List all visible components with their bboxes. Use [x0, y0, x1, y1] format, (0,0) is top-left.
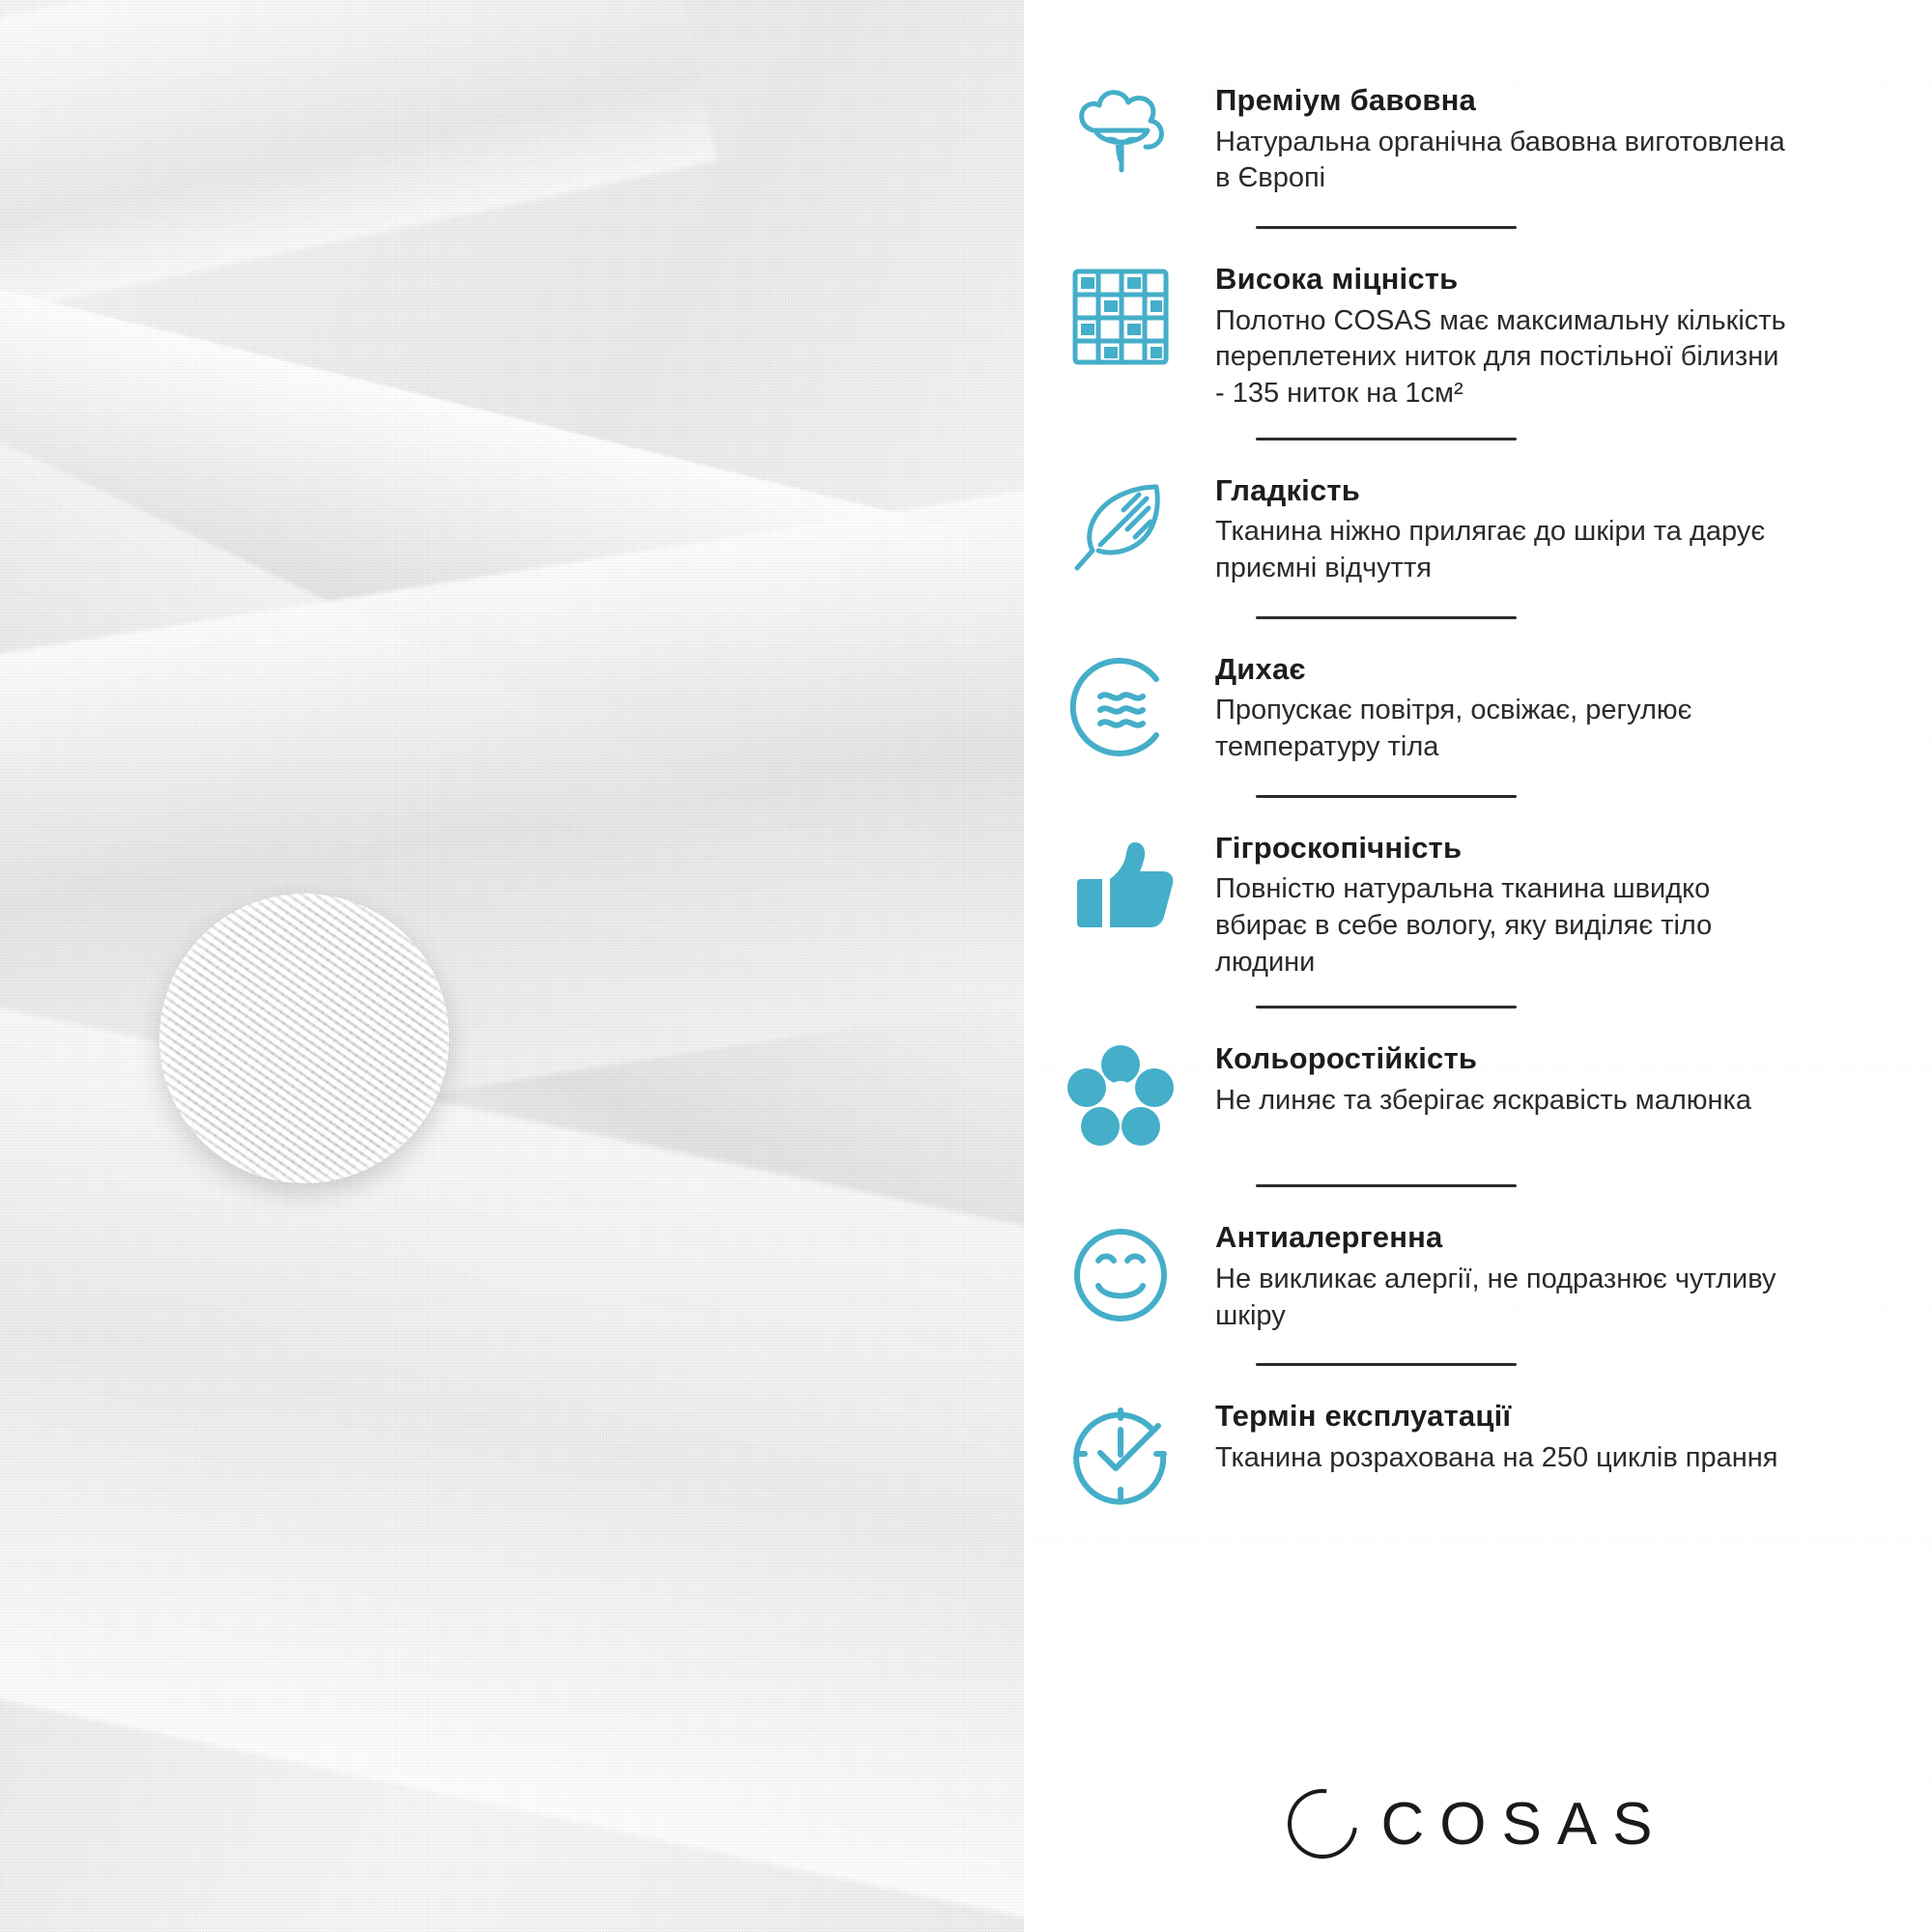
feature-title: Термін експлуатації: [1215, 1399, 1512, 1434]
feature-text: [1215, 823, 1903, 981]
feather-icon: [1053, 466, 1188, 591]
divider: [1256, 616, 1517, 619]
feature-description: Не линяє та зберігає яскравість малюнка: [1215, 1084, 1751, 1116]
feature-text: [1215, 1034, 1903, 1119]
feature-item: [1053, 823, 1903, 981]
feature-item: [1053, 254, 1903, 412]
feature-title: Преміум бавовна: [1215, 83, 1476, 117]
divider: [1256, 226, 1517, 229]
fabric-weave-swatch: [159, 894, 449, 1183]
feature-item: [1053, 1034, 1903, 1159]
flower-icon: [1053, 1034, 1188, 1159]
divider: [1256, 795, 1517, 798]
feature-title: Висока міцність: [1215, 262, 1459, 296]
feature-description: Натуральна органічна бавовна виготовлена в Європі: [1215, 126, 1785, 194]
feature-text: [1215, 644, 1903, 766]
brand-logo: [1024, 1789, 1932, 1859]
divider: [1256, 1363, 1517, 1366]
divider: [1256, 438, 1517, 440]
feature-title: Антиалергенна: [1215, 1220, 1443, 1255]
feature-item: [1053, 644, 1903, 770]
feature-description: Не викликає алергії, не подразнює чутливу шкіру: [1215, 1263, 1776, 1331]
feature-description: Полотно COSAS має максимальну кількість переплетених ниток для постільної білизни - 135 ниток на 1см²: [1215, 304, 1786, 409]
divider: [1256, 1006, 1517, 1009]
feature-item: [1053, 1212, 1903, 1338]
circle-c-logo-mark: [1274, 1775, 1372, 1872]
features-list: [1053, 75, 1903, 1517]
feature-text: [1215, 1212, 1903, 1334]
feature-title: Дихає: [1215, 651, 1306, 686]
smiley-face-icon: [1053, 1212, 1188, 1338]
feature-title: Кольоростійкість: [1215, 1041, 1478, 1076]
feature-description: Пропускає повітря, освіжає, регулює температуру тіла: [1215, 695, 1692, 762]
clock-check-icon: [1053, 1391, 1188, 1517]
cotton-flower-icon: [1053, 75, 1188, 201]
thumbs-up-icon: [1053, 823, 1188, 949]
feature-title: Гладкість: [1215, 472, 1361, 507]
feature-item: [1053, 75, 1903, 201]
feature-item: [1053, 466, 1903, 591]
feature-text: [1215, 75, 1903, 197]
feature-title: Гігроскопічність: [1215, 830, 1463, 865]
feature-item: [1053, 1391, 1903, 1517]
feature-description: Тканина розрахована на 250 циклів прання: [1215, 1441, 1778, 1473]
brand-name: COSAS: [1380, 1790, 1668, 1858]
weave-pattern-icon: [1053, 254, 1188, 380]
feature-text: [1215, 466, 1903, 587]
feature-description: Повністю натуральна тканина швидко вбирає в себе вологу, яку виділяє тіло людини: [1215, 873, 1713, 978]
air-flow-icon: [1053, 644, 1188, 770]
feature-text: [1215, 1391, 1903, 1476]
divider: [1256, 1184, 1517, 1187]
feature-description: Тканина ніжно прилягає до шкіри та дарує приємні відчуття: [1215, 516, 1766, 583]
feature-text: [1215, 254, 1903, 412]
